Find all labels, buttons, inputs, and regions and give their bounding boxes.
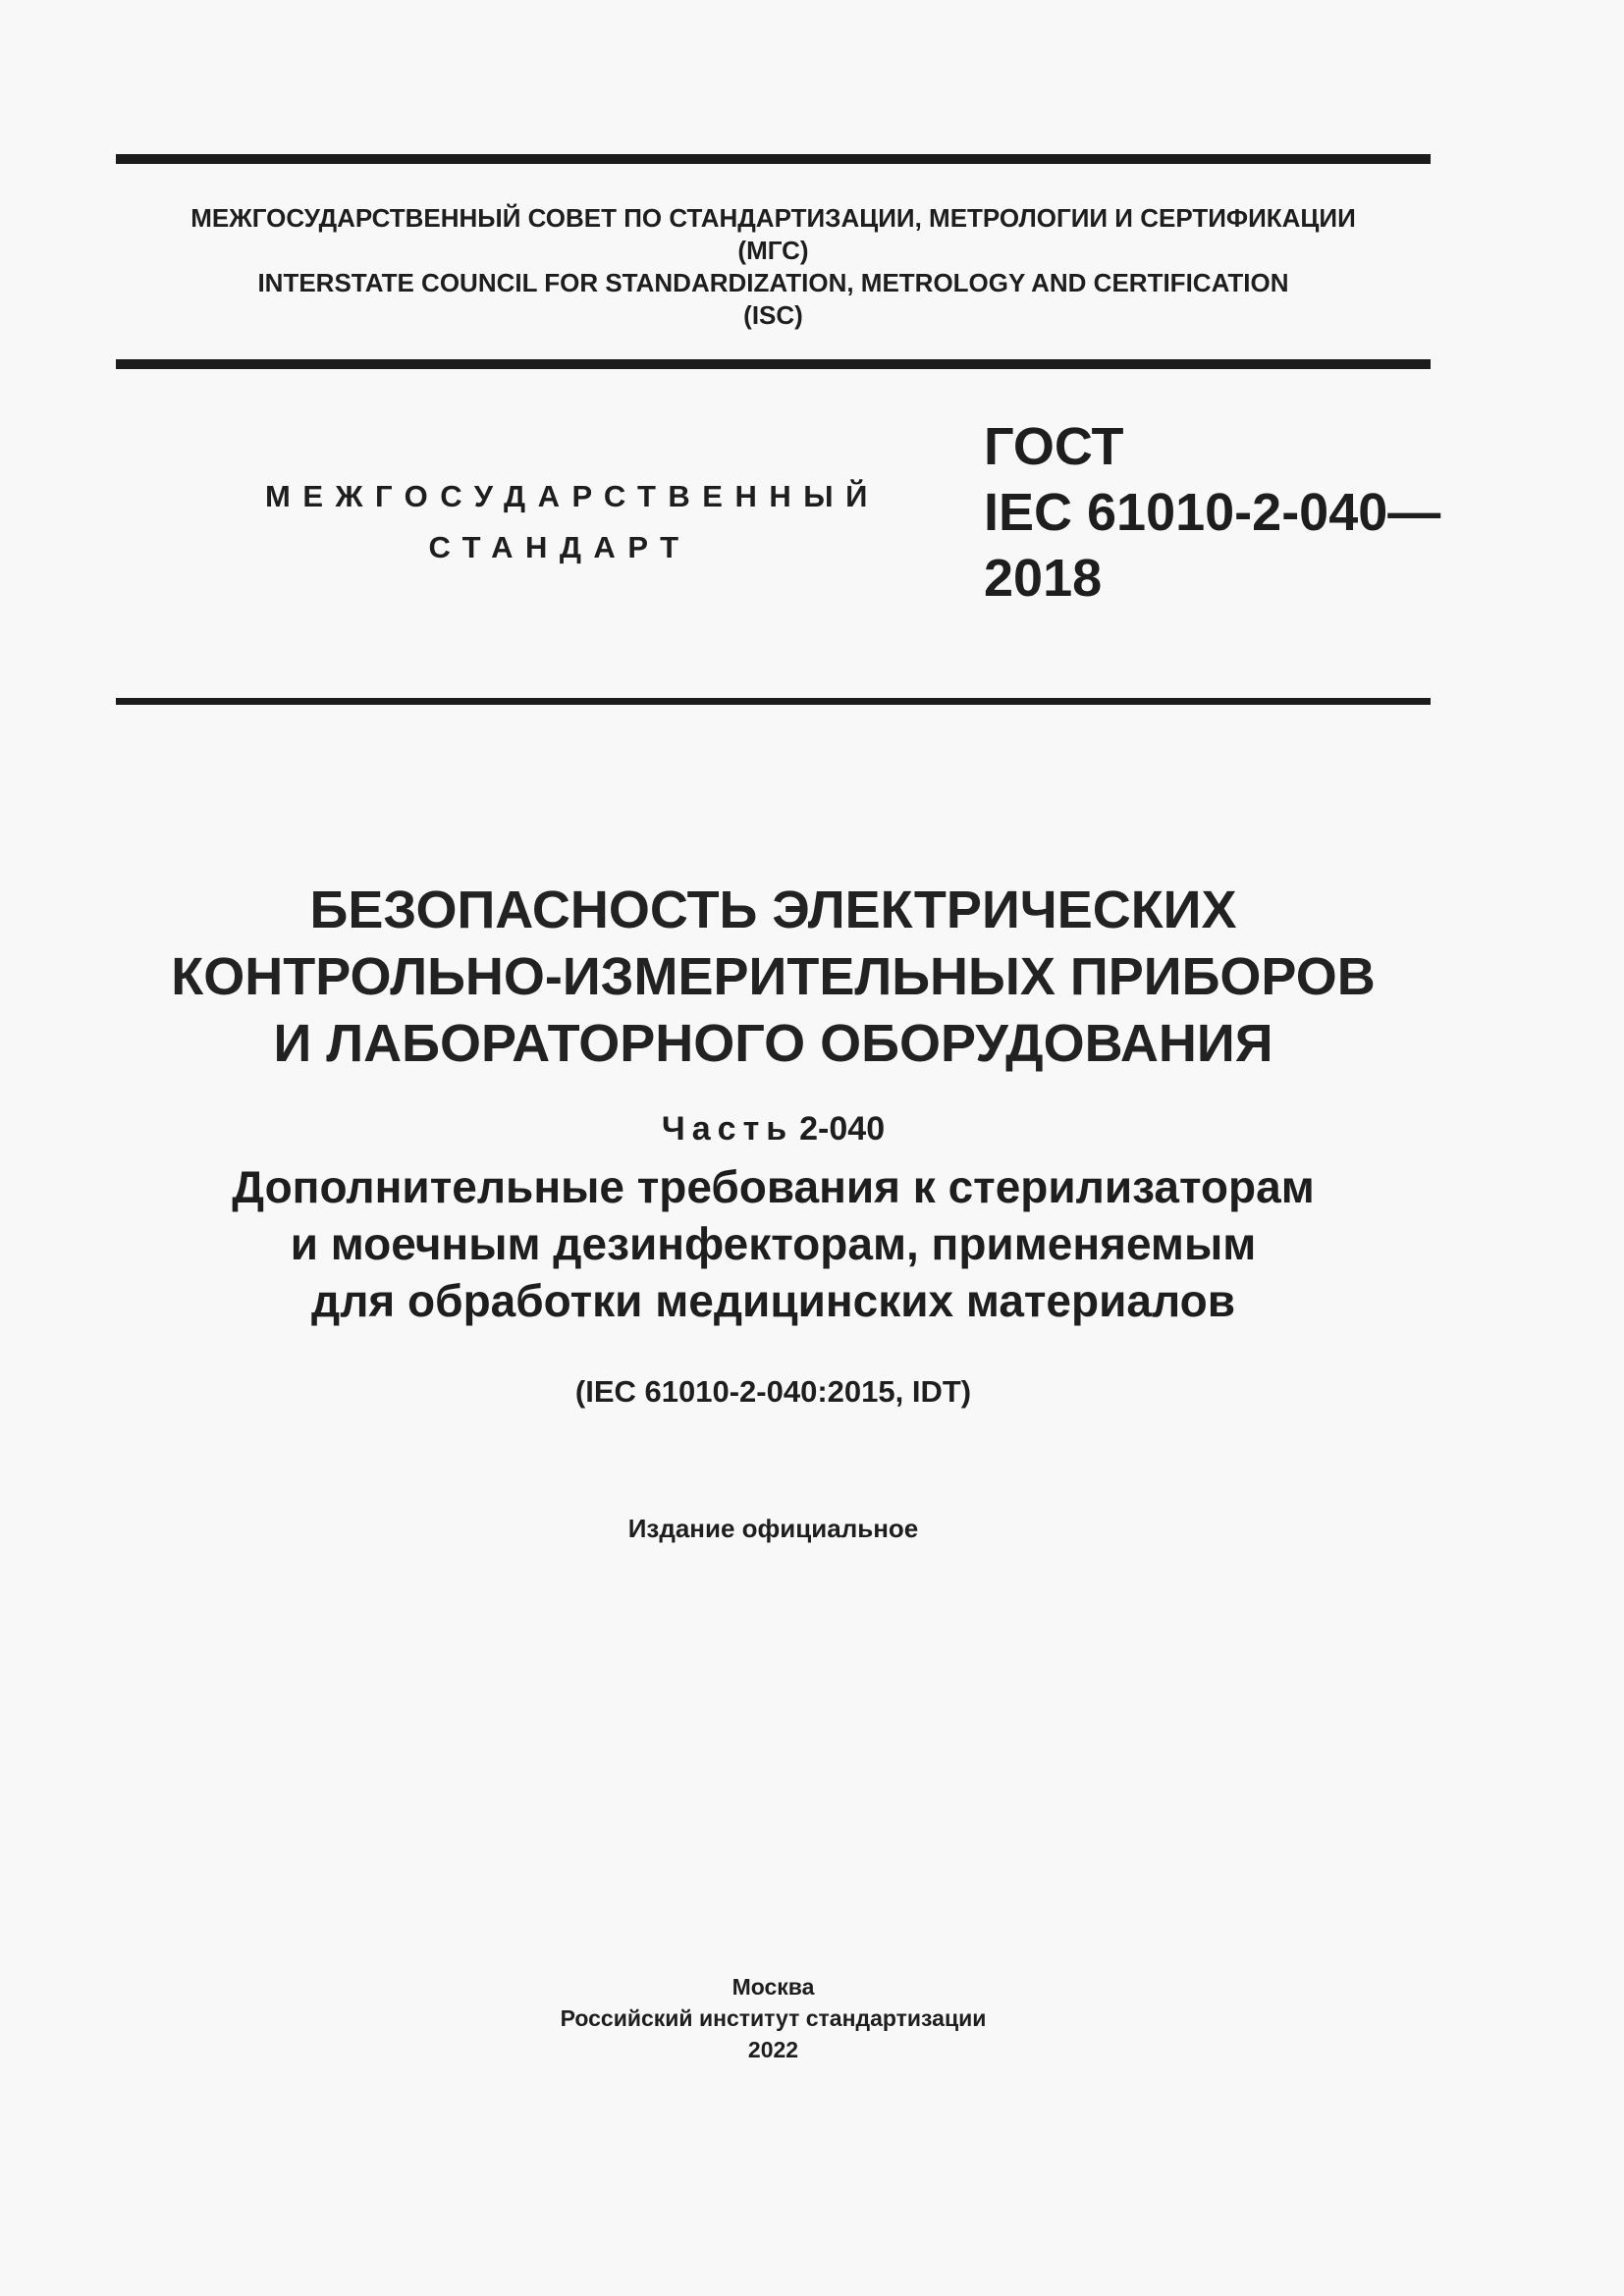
edition-label: Издание официальное bbox=[627, 1514, 919, 1543]
imprint-year: 2022 bbox=[747, 2037, 799, 2062]
document-subtitle bbox=[116, 1158, 1431, 1329]
part-word: Часть bbox=[661, 1110, 794, 1148]
identity-reference: (IEC 61010-2-040:2015, IDT) bbox=[574, 1374, 972, 1409]
council-abbr-ru: (МГС) bbox=[737, 236, 809, 265]
top-rule bbox=[116, 154, 1431, 164]
imprint-city: Москва bbox=[731, 1974, 815, 2000]
designation-line2: IEC 61010-2-040— bbox=[984, 483, 1441, 542]
imprint-publisher: Российский институт стандартизации bbox=[560, 2005, 987, 2031]
council-abbr-en: (ISC) bbox=[743, 300, 803, 330]
title-line3: И ЛАБОРАТОРНОГО ОБОРУДОВАНИЯ bbox=[273, 1014, 1273, 1073]
council-name-ru: МЕЖГОСУДАРСТВЕННЫЙ СОВЕТ ПО СТАНДАРТИЗАЦИИ, МЕТРОЛОГИИ И СЕРТИФИКАЦИИ bbox=[190, 203, 1356, 233]
subtitle-line2: и моечным дезинфекторам, применяемым bbox=[290, 1218, 1257, 1269]
part-number: 2-040 bbox=[799, 1110, 886, 1148]
document-title bbox=[116, 877, 1431, 1077]
council-name-en: INTERSTATE COUNCIL FOR STANDARDIZATION, METROLOGY AND CERTIFICATION bbox=[257, 268, 1289, 297]
middle-rule bbox=[116, 359, 1431, 369]
council-header bbox=[116, 202, 1431, 332]
part-heading bbox=[116, 1107, 1431, 1150]
bottom-rule bbox=[116, 698, 1431, 705]
imprint bbox=[116, 1971, 1431, 2065]
subtitle-line3: для обработки медицинских материалов bbox=[311, 1275, 1235, 1326]
title-line1: БЕЗОПАСНОСТЬ ЭЛЕКТРИЧЕСКИХ bbox=[309, 881, 1237, 939]
standard-designation bbox=[984, 414, 1440, 612]
subtitle-line1: Дополнительные требования к стерилизаторам bbox=[232, 1161, 1315, 1212]
standard-type-line1: МЕЖГОСУДАРСТВЕННЫЙ bbox=[265, 479, 880, 513]
standard-type-line2: СТАНДАРТ bbox=[428, 530, 691, 564]
designation-line1: ГОСТ bbox=[984, 417, 1124, 476]
designation-line3: 2018 bbox=[984, 549, 1103, 608]
standard-type bbox=[265, 471, 880, 573]
title-line2: КОНТРОЛЬНО-ИЗМЕРИТЕЛЬНЫХ ПРИБОРОВ bbox=[171, 947, 1376, 1006]
